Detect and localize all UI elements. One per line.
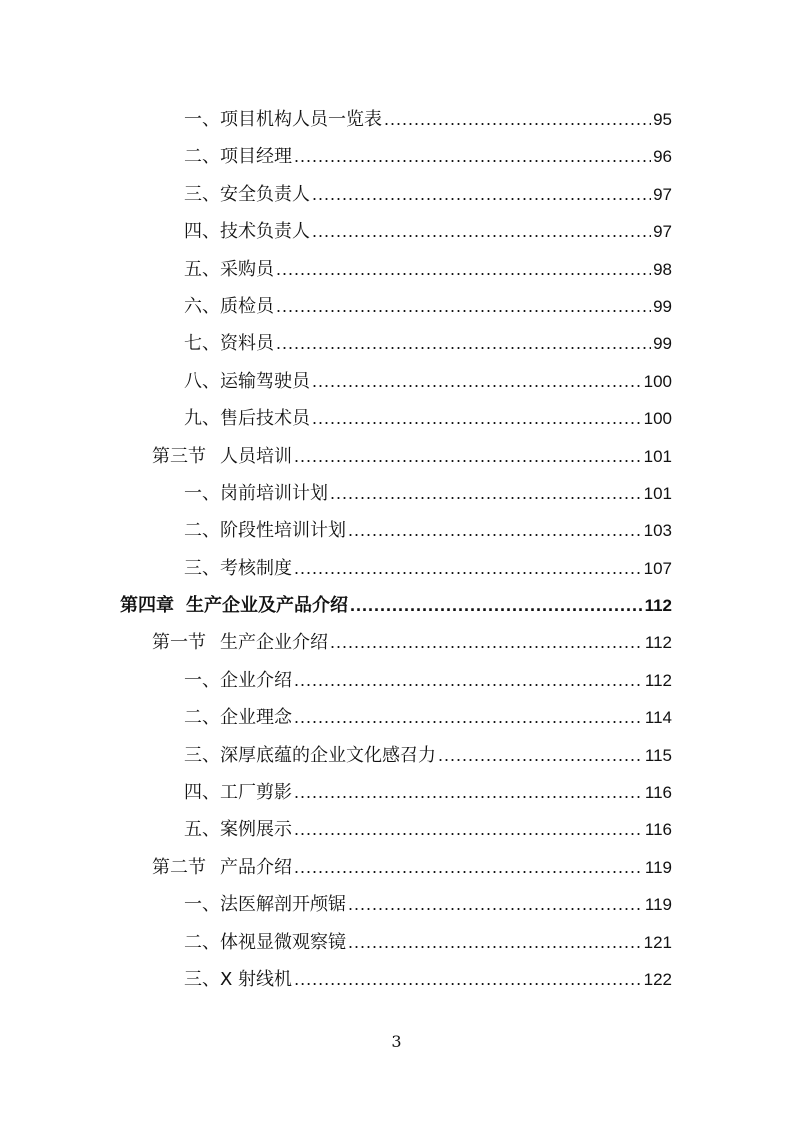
dot-leader [294, 438, 642, 475]
entry-title: 企业介绍 [220, 669, 292, 691]
entry-title: 生产企业及产品介绍 [186, 595, 348, 617]
entry-page-number: 99 [653, 296, 672, 316]
entry-number: 三、 [184, 183, 220, 205]
entry-number: 三、 [184, 557, 220, 579]
entry-page-number: 98 [653, 259, 672, 279]
entry-page-number: 101 [643, 483, 672, 503]
entry-page-number: 96 [653, 147, 672, 167]
toc-entry[interactable] [0, 774, 793, 811]
entry-title: 售后技术员 [220, 408, 310, 430]
entry-page-number: 114 [644, 708, 672, 728]
toc-entry[interactable] [0, 737, 793, 774]
entry-number: 一、 [184, 894, 220, 916]
entry-number: 五、 [184, 258, 220, 280]
entry-page-number: 122 [643, 969, 672, 989]
dot-leader [348, 512, 642, 549]
entry-title: 体视显微观察镜 [220, 931, 346, 953]
entry-number: 第二节 [152, 856, 206, 878]
entry-title: 工厂剪影 [220, 782, 292, 804]
entry-title: 质检员 [220, 295, 274, 317]
entry-title: 案例展示 [220, 819, 292, 841]
entry-number: 三、 [184, 968, 220, 990]
entry-page-number: 101 [643, 446, 672, 466]
table-of-contents [0, 101, 793, 998]
dot-leader [276, 325, 651, 362]
dot-leader [294, 849, 643, 886]
dot-leader [294, 662, 643, 699]
entry-title: 技术负责人 [220, 221, 310, 243]
dot-leader [348, 924, 642, 961]
toc-entry[interactable] [0, 550, 793, 587]
dot-leader [438, 737, 643, 774]
entry-page-number: 112 [644, 596, 672, 616]
entry-number: 二、 [184, 707, 220, 729]
toc-entry[interactable] [0, 699, 793, 736]
dot-leader [330, 624, 643, 661]
entry-number: 三、 [184, 744, 220, 766]
entry-page-number: 116 [644, 820, 672, 840]
toc-entry[interactable] [0, 811, 793, 848]
toc-entry-chapter[interactable] [0, 587, 793, 624]
dot-leader [294, 774, 643, 811]
entry-number: 四、 [184, 221, 220, 243]
dot-leader [276, 251, 651, 288]
toc-entry[interactable] [0, 961, 793, 998]
dot-leader [312, 176, 651, 213]
entry-number: 一、 [184, 669, 220, 691]
dot-leader [350, 587, 643, 624]
dot-leader [348, 886, 643, 923]
entry-number: 八、 [184, 370, 220, 392]
entry-page-number: 119 [644, 895, 672, 915]
entry-title: 深厚底蕴的企业文化感召力 [220, 744, 436, 766]
dot-leader [312, 400, 642, 437]
toc-entry[interactable] [0, 138, 793, 175]
entry-title: 法医解剖开颅锯 [220, 894, 346, 916]
entry-page-number: 112 [644, 633, 672, 653]
toc-entry[interactable] [0, 475, 793, 512]
entry-number: 五、 [184, 819, 220, 841]
dot-leader [294, 550, 642, 587]
entry-title: 采购员 [220, 258, 274, 280]
dot-leader [276, 288, 651, 325]
entry-title: 安全负责人 [220, 183, 310, 205]
toc-entry[interactable] [0, 101, 793, 138]
dot-leader [330, 475, 642, 512]
entry-number: 二、 [184, 931, 220, 953]
entry-page-number: 112 [644, 670, 672, 690]
entry-title: 人员培训 [220, 445, 292, 467]
page-number: 3 [391, 1032, 402, 1051]
entry-number: 一、 [184, 482, 220, 504]
entry-page-number: 95 [653, 110, 672, 129]
entry-title: X 射线机 [220, 968, 293, 990]
entry-number: 第一节 [152, 632, 206, 654]
toc-entry[interactable] [0, 288, 793, 325]
entry-page-number: 115 [644, 745, 672, 765]
toc-entry[interactable] [0, 325, 793, 362]
entry-number: 九、 [184, 408, 220, 430]
dot-leader [384, 101, 651, 138]
entry-title: 岗前培训计划 [220, 482, 328, 504]
toc-entry[interactable] [0, 924, 793, 961]
toc-entry[interactable] [0, 662, 793, 699]
entry-number: 二、 [184, 520, 220, 542]
toc-entry[interactable] [0, 512, 793, 549]
entry-title: 阶段性培训计划 [220, 520, 346, 542]
dot-leader [294, 699, 643, 736]
toc-entry[interactable] [0, 251, 793, 288]
entry-number: 四、 [184, 782, 220, 804]
entry-number: 一、 [184, 109, 220, 130]
entry-number: 二、 [184, 146, 220, 168]
dot-leader [294, 811, 643, 848]
entry-title: 产品介绍 [220, 856, 292, 878]
entry-title: 运输驾驶员 [220, 370, 310, 392]
entry-page-number: 121 [643, 932, 672, 952]
entry-title: 项目经理 [220, 146, 292, 168]
entry-title: 项目机构人员一览表 [220, 109, 382, 130]
entry-page-number: 97 [653, 222, 672, 242]
entry-title: 考核制度 [220, 557, 292, 579]
entry-title: 企业理念 [220, 707, 292, 729]
toc-entry[interactable] [0, 849, 793, 886]
toc-entry[interactable] [0, 886, 793, 923]
toc-entry[interactable] [0, 438, 793, 475]
toc-entry[interactable] [0, 176, 793, 213]
toc-entry[interactable] [0, 400, 793, 437]
dot-leader [312, 213, 651, 250]
entry-title: 资料员 [220, 333, 274, 355]
entry-title: 生产企业介绍 [220, 632, 328, 654]
toc-entry[interactable] [0, 624, 793, 661]
entry-page-number: 103 [643, 521, 672, 541]
dot-leader [294, 961, 642, 998]
entry-page-number: 100 [643, 371, 672, 391]
entry-number: 七、 [184, 333, 220, 355]
toc-entry[interactable] [0, 363, 793, 400]
entry-number: 第三节 [152, 445, 206, 467]
dot-leader [294, 138, 651, 175]
entry-page-number: 107 [643, 558, 672, 578]
entry-page-number: 119 [644, 857, 672, 877]
entry-page-number: 99 [653, 334, 672, 354]
dot-leader [312, 363, 642, 400]
entry-page-number: 100 [643, 409, 672, 429]
entry-number: 第四章 [120, 595, 174, 617]
entry-page-number: 97 [653, 184, 672, 204]
toc-entry[interactable] [0, 213, 793, 250]
entry-page-number: 116 [644, 783, 672, 803]
entry-number: 六、 [184, 295, 220, 317]
